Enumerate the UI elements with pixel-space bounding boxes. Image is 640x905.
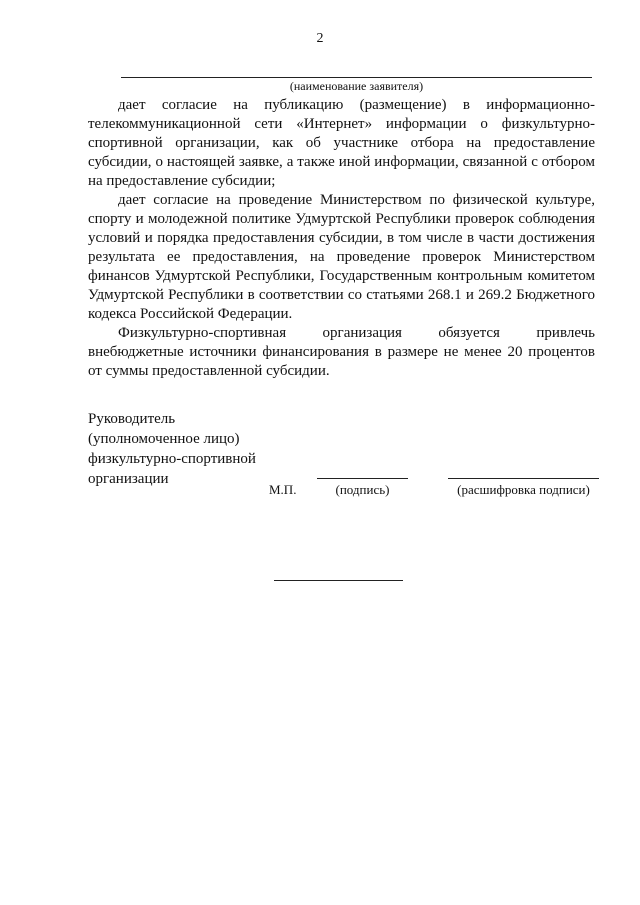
paragraph-audit-consent: дает согласие на проведение Министерством по физической культуре, спорту и молодежной политике Удмуртской Республики проверок соблюдения условий и порядка предоставления субсидии, в том числе в части достижения результата ее предоставления, на проведение проверок Министерством финансов Удмуртской Республики, Государственным контрольным комитетом Удмуртской Республики в соответствии со статьями 268.1 и 269.2 Бюджетного кодекса Российской Федерации. [88,192,595,322]
signer-title-line: организации [88,471,169,487]
paragraph-publication-consent: дает согласие на публикацию (размещение) в информационно-телекоммуникационной сети «Интернет» информации о физкультурно-спортивной организации, как об участнике отбора на предоставление субсидии, о настоящей заявке, а также иной информации, связанной с отбором на предоставление субсидии; [88,97,595,189]
seal-label: М.П. [269,482,297,497]
signature-decode-line [448,478,599,479]
applicant-name-line [121,77,592,78]
signature-caption: (подпись) [335,482,390,497]
consent-text [88,96,595,381]
applicant-name-caption: (наименование заявителя) [289,79,424,93]
signer-title-line: физкультурно-спортивной [88,451,256,467]
signer-title-line: Руководитель [88,411,176,427]
end-of-document-line [274,580,403,581]
signature-decode-caption: (расшифровка подписи) [457,482,590,497]
paragraph-funding-obligation: Физкультурно-спортивная организация обязуется привлечь внебюджетные источники финансирования в размере не менее 20 процентов от суммы предоставленной субсидии. [88,325,595,379]
signature-line [317,478,408,479]
signer-title [88,409,288,489]
signer-title-line: (уполномоченное лицо) [88,431,240,447]
page-number: 2 [316,31,324,46]
